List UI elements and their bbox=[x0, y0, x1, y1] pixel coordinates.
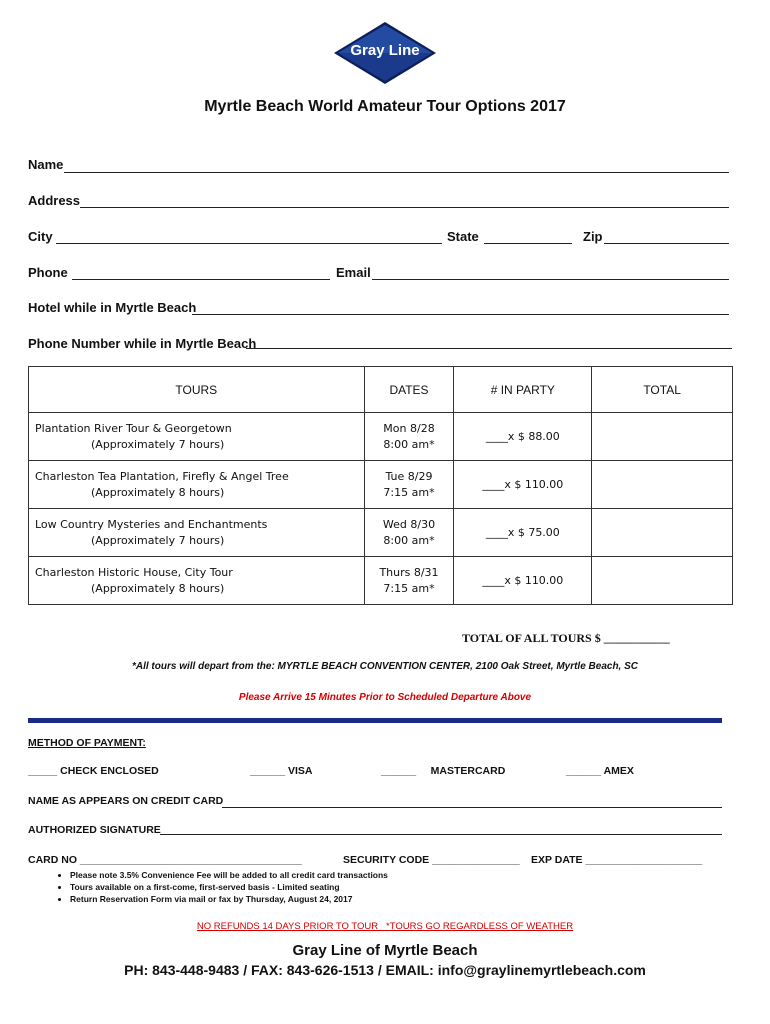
table-row bbox=[29, 461, 733, 509]
tour-date: Thurs 8/31 bbox=[379, 565, 439, 579]
local-phone-label: Phone Number while in Myrtle Beach bbox=[28, 336, 257, 351]
header-dates: DATES bbox=[364, 367, 454, 413]
tour-date: Wed 8/30 bbox=[382, 517, 436, 531]
total-cell[interactable] bbox=[592, 557, 733, 605]
hotel-label: Hotel while in Myrtle Beach bbox=[28, 300, 197, 315]
tour-duration: (Approximately 8 hours) bbox=[91, 485, 225, 499]
city-label: City bbox=[28, 229, 53, 244]
party-cell[interactable]: ____x $ 110.00 bbox=[454, 557, 592, 605]
address-field[interactable] bbox=[80, 207, 729, 208]
check-option[interactable]: _____ CHECK ENCLOSED bbox=[28, 765, 159, 777]
contact-info: PH: 843-448-9483 / FAX: 843-626-1513 / EMAIL: info@graylinemyrtlebeach.com bbox=[124, 962, 646, 978]
tour-time: 8:00 am* bbox=[383, 533, 435, 547]
state-label: State bbox=[447, 229, 479, 244]
logo-text: Gray Line bbox=[350, 42, 420, 59]
list-item: • Please note 3.5% Convenience Fee will be added to all credit card transactions bbox=[70, 869, 388, 881]
date-cell bbox=[364, 461, 454, 509]
tour-duration: (Approximately 7 hours) bbox=[91, 533, 225, 547]
tour-time: 7:15 am* bbox=[383, 485, 435, 499]
departure-note: *All tours will depart from the: MYRTLE BEACH CONVENTION CENTER, 2100 Oak Street, Myrtle Beach, SC bbox=[131, 661, 639, 672]
tour-name: Plantation River Tour & Georgetown bbox=[35, 421, 232, 435]
table-row bbox=[29, 557, 733, 605]
signature-field[interactable] bbox=[160, 834, 722, 835]
tour-name: Charleston Historic House, City Tour bbox=[35, 565, 233, 579]
tour-cell bbox=[29, 509, 365, 557]
state-field[interactable] bbox=[484, 243, 572, 244]
local-phone-field[interactable] bbox=[246, 348, 732, 349]
total-cell[interactable] bbox=[592, 413, 733, 461]
tour-name: Low Country Mysteries and Enchantments bbox=[35, 517, 268, 531]
header-party: # IN PARTY bbox=[454, 367, 592, 413]
total-all-tours[interactable]: TOTAL OF ALL TOURS $ ___________ bbox=[462, 631, 670, 645]
tour-date: Tue 8/29 bbox=[385, 469, 433, 483]
list-item: • Tours available on a first-come, first-served basis - Limited seating bbox=[70, 881, 388, 893]
notes-list bbox=[52, 869, 388, 905]
refund-note: NO REFUNDS 14 DAYS PRIOR TO TOUR *TOURS GO REGARDLESS OF WEATHER bbox=[196, 921, 574, 932]
tour-duration: (Approximately 7 hours) bbox=[91, 437, 225, 451]
email-field[interactable] bbox=[372, 279, 729, 280]
mastercard-option[interactable]: ______ MASTERCARD bbox=[381, 765, 506, 777]
date-cell bbox=[364, 413, 454, 461]
page-title: Myrtle Beach World Amateur Tour Options 2017 bbox=[204, 98, 566, 115]
tour-cell bbox=[29, 557, 365, 605]
header-tours: TOURS bbox=[29, 367, 365, 413]
email-label: Email bbox=[336, 265, 371, 280]
divider-bar bbox=[28, 718, 722, 723]
date-cell bbox=[364, 509, 454, 557]
header-total: TOTAL bbox=[592, 367, 733, 413]
security-code-field[interactable]: SECURITY CODE _______________ bbox=[343, 854, 520, 866]
arrival-note: Please Arrive 15 Minutes Prior to Scheduled Departure Above bbox=[238, 692, 532, 703]
date-cell bbox=[364, 557, 454, 605]
gray-line-logo bbox=[332, 20, 438, 86]
tour-time: 7:15 am* bbox=[383, 581, 435, 595]
tour-name: Charleston Tea Plantation, Firefly & Angel Tree bbox=[35, 469, 289, 483]
tour-date: Mon 8/28 bbox=[383, 421, 435, 435]
table-row bbox=[29, 509, 733, 557]
name-field[interactable] bbox=[64, 172, 729, 173]
address-label: Address bbox=[28, 193, 81, 208]
total-cell[interactable] bbox=[592, 509, 733, 557]
tours-table bbox=[28, 366, 733, 605]
visa-option[interactable]: ______ VISA bbox=[250, 765, 313, 777]
name-label: Name bbox=[28, 157, 64, 172]
party-cell[interactable]: ____x $ 75.00 bbox=[454, 509, 592, 557]
total-cell[interactable] bbox=[592, 461, 733, 509]
phone-label: Phone bbox=[28, 265, 68, 280]
party-cell[interactable]: ____x $ 88.00 bbox=[454, 413, 592, 461]
party-cell[interactable]: ____x $ 110.00 bbox=[454, 461, 592, 509]
name-on-card-field[interactable] bbox=[222, 807, 722, 808]
name-on-card-label: NAME AS APPEARS ON CREDIT CARD bbox=[28, 795, 224, 807]
zip-field[interactable] bbox=[604, 243, 729, 244]
tour-duration: (Approximately 8 hours) bbox=[91, 581, 225, 595]
tour-cell bbox=[29, 413, 365, 461]
tour-cell bbox=[29, 461, 365, 509]
phone-field[interactable] bbox=[72, 279, 330, 280]
table-header-row bbox=[29, 367, 733, 413]
company-name: Gray Line of Myrtle Beach bbox=[292, 942, 478, 959]
hotel-field[interactable] bbox=[192, 314, 729, 315]
table-row bbox=[29, 413, 733, 461]
amex-option[interactable]: ______ AMEX bbox=[566, 765, 634, 777]
signature-label: AUTHORIZED SIGNATURE bbox=[28, 824, 161, 836]
card-number-field[interactable]: CARD NO ______________________________________ bbox=[28, 854, 302, 866]
city-field[interactable] bbox=[56, 243, 442, 244]
list-item: • Return Reservation Form via mail or fax by Thursday, August 24, 2017 bbox=[70, 893, 388, 905]
exp-date-field[interactable]: EXP DATE ____________________ bbox=[531, 854, 703, 866]
payment-heading: METHOD OF PAYMENT: bbox=[28, 737, 146, 749]
zip-label: Zip bbox=[583, 229, 603, 244]
tour-time: 8:00 am* bbox=[383, 437, 435, 451]
